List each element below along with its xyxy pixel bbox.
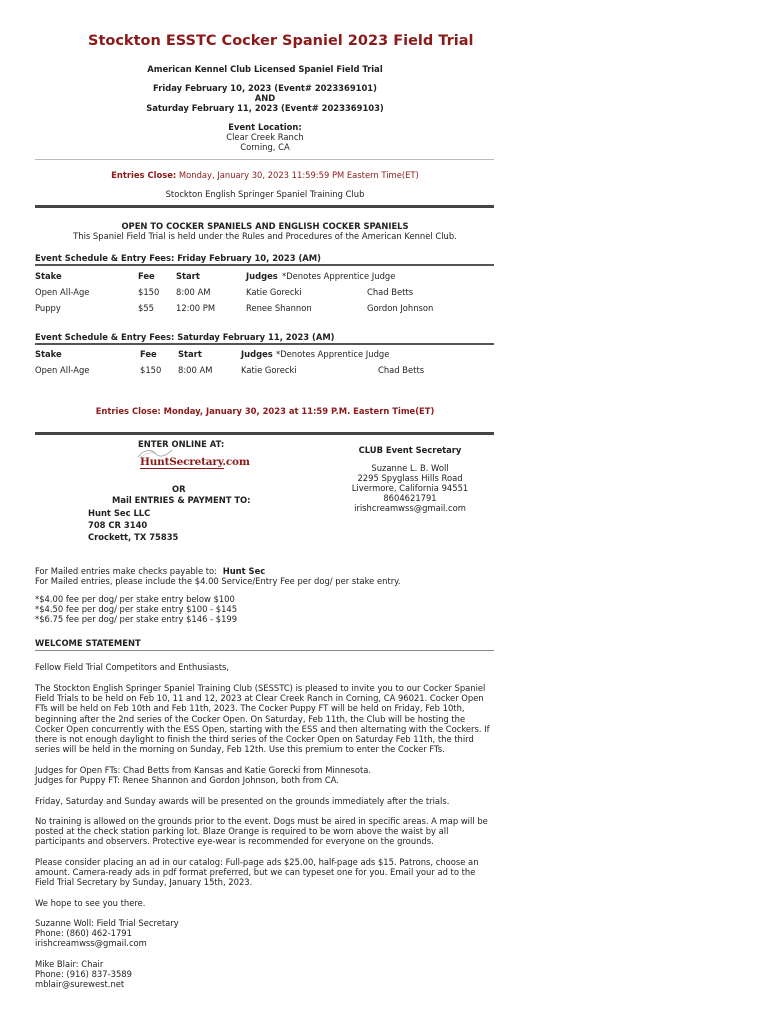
hope-line: We hope to see you there. [35,898,146,908]
friday-schedule-heading: Event Schedule & Entry Fees: Friday February 10, 2023 (AM) [35,253,321,263]
stake-cell: Open All-Age [35,287,90,297]
stake-cell: Open All-Age [35,365,90,375]
judge-cell: Katie Gorecki [246,287,302,297]
table-row [0,303,770,315]
entries-close-line [0,170,530,180]
mail-label: Mail ENTRIES & PAYMENT TO: [112,495,251,505]
stake-header: Stake [35,271,62,281]
secretary-name: Suzanne L. B. Woll [371,463,449,473]
secretary-email: irishcreamwss@gmail.com [354,503,466,513]
location-city: Corning, CA [240,142,290,152]
enter-online-label: ENTER ONLINE AT: [138,439,225,449]
judge-cell: Katie Gorecki [241,365,297,375]
open-to-heading: OPEN TO COCKER SPANIELS AND ENGLISH COCKER SPANIELS [121,221,409,231]
ads-paragraph: Please consider placing an ad in our catalog: Full-page ads $25.00, half-page ads $15. Patrons, choose an amount. Camera-ready ads in pdf format preferred, but we can typeset one for you. Email your ad to the Field Trial Secretary by Sunday, January 15th, 2023. [35,857,479,888]
fee-item: *$4.50 fee per dog/ per stake entry $100 - $145 [35,604,238,614]
fee-header: Fee [138,271,155,281]
fee-item: *$6.75 fee per dog/ per stake entry $146 - $199 [35,614,238,624]
secretary-city: Livermore, California 94551 [351,483,469,493]
logo-text: HuntSecretary.com [140,456,250,468]
divider [35,432,494,435]
fee-cell: $150 [140,365,162,375]
awards-line: Friday, Saturday and Sunday awards will be presented on the grounds immediately after the trials. [35,796,450,806]
and-line: AND [254,93,276,103]
start-header: Start [178,349,202,359]
akc-line: American Kennel Club Licensed Spaniel Field Trial [147,64,383,74]
welcome-heading: WELCOME STATEMENT [35,638,141,648]
judge-cell: Gordon Johnson [367,303,434,313]
divider [35,159,494,160]
judges-puppy-line: Judges for Puppy FT: Renee Shannon and Gordon Johnson, both from CA. [35,775,339,785]
saturday-event-line: Saturday February 11, 2023 (Event# 2023369103) [146,103,384,113]
judges-header: Judges [241,349,273,359]
saturday-table-header [0,349,770,361]
club-name: Stockton English Springer Spaniel Training Club [165,189,365,199]
logo-underline [140,468,224,469]
welcome-paragraph: The Stockton English Springer Spaniel Training Club (SESSTC) is pleased to invite you to our Cocker Spaniel Field Trials to be held on Feb 10, 11 and 12, 2023 at Clear Creek Ranch in Corning, CA 96021. Cocker Open FTs will be held on Feb 10th and Feb 11th, 2023. The Cocker Puppy FT will be held on Friday, Feb 10th, beginning after the 2nd series of the Cocker Open. On Saturday, Feb 11th, the Club will be hosting the Cocker Open concurrently with the ESS Open, starting with the ESS and then alternating with the Cockers. If there is not enough daylight to finish the third series of the Cocker Open on Saturday Feb 11th, the third series will be held in the morning on Sunday, Feb 12th. Use this premium to enter the Cocker FTs. [35,683,490,755]
mail-street: 708 CR 3140 [88,520,148,530]
start-header: Start [176,271,200,281]
divider [35,264,494,266]
judge-cell: Renee Shannon [246,303,312,313]
table-row [0,287,770,299]
fee-item: *$4.00 fee per dog/ per stake entry below $100 [35,594,235,604]
start-cell: 12:00 PM [176,303,216,313]
entries-close-value: Monday, January 30, 2023 11:59:59 PM Eastern Time(ET) [178,170,419,180]
judges-note: *Denotes Apprentice Judge [276,349,390,359]
fee-cell: $150 [138,287,160,297]
or-label: OR [172,484,186,494]
divider [35,650,494,651]
secretary-phone: 8604621791 [383,493,437,503]
judge-cell: Chad Betts [378,365,425,375]
signature-email: irishcreamwss@gmail.com [35,938,147,948]
judges-open-line: Judges for Open FTs: Chad Betts from Kansas and Katie Gorecki from Minnesota. [35,765,372,775]
checks-payable-line [35,566,265,576]
entries-close-bold: Entries Close: Monday, January 30, 2023 at 11:59 P.M. Eastern Time(ET) [95,406,435,416]
location-label: Event Location: [228,122,302,132]
entries-close-label: Entries Close: [111,170,177,180]
huntsecretary-logo[interactable] [140,454,250,472]
secretary-label: CLUB Event Secretary [358,445,462,455]
friday-event-line: Friday February 10, 2023 (Event# 2023369101) [153,83,377,93]
table-row [0,365,770,377]
mail-name: Hunt Sec LLC [88,508,151,518]
fee-cell: $55 [138,303,154,313]
signature-email: mblair@surewest.net [35,979,125,989]
divider [35,343,494,345]
judges-header: Judges [246,271,278,281]
stake-cell: Puppy [35,303,61,313]
signature-phone: Phone: (916) 837-3589 [35,969,132,979]
location-name: Clear Creek Ranch [226,132,304,142]
stake-header: Stake [35,349,62,359]
start-cell: 8:00 AM [176,287,211,297]
judges-note: *Denotes Apprentice Judge [282,271,396,281]
fee-header: Fee [140,349,157,359]
checks-payee: Hunt Sec [222,566,266,576]
signature-name: Suzanne Woll: Field Trial Secretary [35,918,179,928]
friday-table-header [0,271,770,283]
signature-phone: Phone: (860) 462-1791 [35,928,132,938]
welcome-greeting: Fellow Field Trial Competitors and Enthusiasts, [35,662,230,672]
signature-name: Mike Blair: Chair [35,959,104,969]
checks-prefix: For Mailed entries make checks payable to: [35,566,218,576]
divider [35,205,494,208]
saturday-schedule-heading: Event Schedule & Entry Fees: Saturday February 11, 2023 (AM) [35,332,335,342]
start-cell: 8:00 AM [178,365,213,375]
judge-cell: Chad Betts [367,287,414,297]
mail-city: Crockett, TX 75835 [88,532,179,542]
secretary-street: 2295 Spyglass Hills Road [357,473,463,483]
training-paragraph: No training is allowed on the grounds prior to the event. Dogs must be aired in specific areas. A map will be posted at the check station parking lot. Blaze Orange is required to be worn above the waist by all participants and observers. Protective eye-wear is recommended for everyone on the grounds. [35,816,488,847]
rules-line: This Spaniel Field Trial is held under the Rules and Procedures of the American Kennel Club. [73,231,457,241]
mailed-fee-note: For Mailed entries, please include the $4.00 Service/Entry Fee per dog/ per stake entry. [35,576,401,586]
page-title: Stockton ESSTC Cocker Spaniel 2023 Field Trial [88,33,474,49]
